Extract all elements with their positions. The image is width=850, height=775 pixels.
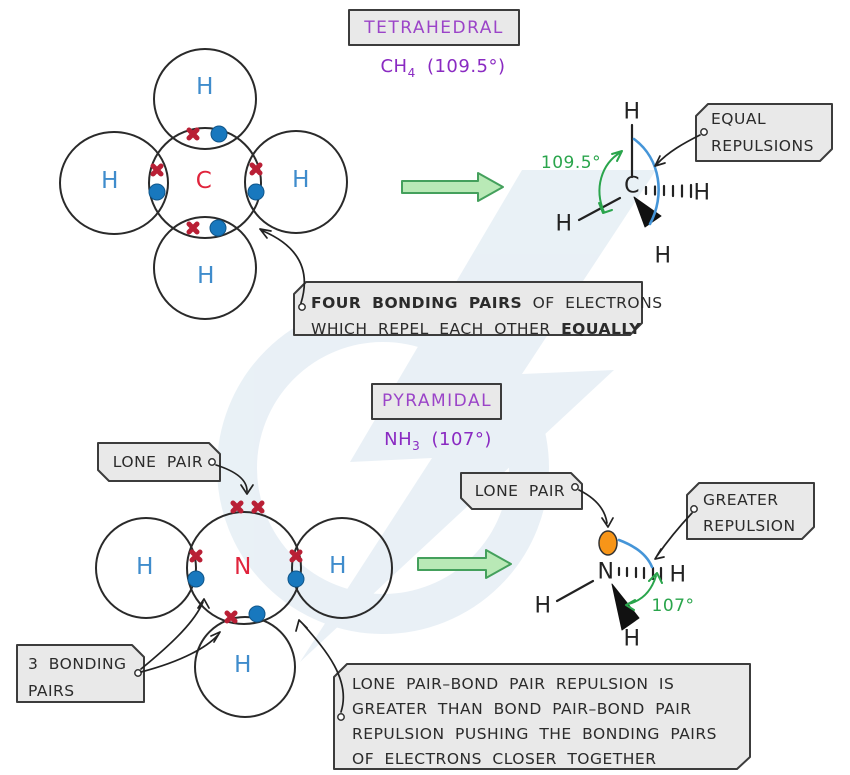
tag-hole-icon xyxy=(135,670,141,676)
greater-repulsion-label xyxy=(703,487,796,539)
electron-dot-icon xyxy=(248,184,264,200)
nh3-h-right-label: H xyxy=(329,553,347,579)
formula-subscript: 3 xyxy=(412,438,421,453)
tetrahedral-title: TETRAHEDRAL xyxy=(364,18,504,38)
nh3-bond-left xyxy=(557,581,593,601)
ch4-3d-h-bottom: H xyxy=(654,243,672,269)
electron-dot-icon xyxy=(249,606,265,622)
tag-hole-icon xyxy=(209,459,215,465)
electron-cross-icon xyxy=(252,165,260,173)
equal-repulsions-label xyxy=(711,106,814,160)
ch4-h-left-label: H xyxy=(101,168,119,194)
nh3-3d-h-right: H xyxy=(669,562,687,588)
tetrahedral-formula xyxy=(380,56,505,80)
ch4-h-top-label: H xyxy=(196,74,214,100)
greater-repulsion-line1: GREATER xyxy=(703,491,779,509)
four-bonding-pairs-note xyxy=(311,290,663,342)
electron-dot-icon xyxy=(210,220,226,236)
lone-pair-label-right: LONE PAIR xyxy=(474,482,566,500)
lone-pair-label-left: LONE PAIR xyxy=(112,453,204,471)
nh3-h-bottom-label: H xyxy=(234,652,252,678)
ch4-h-right-label: H xyxy=(292,167,310,193)
electron-dot-icon xyxy=(188,571,204,587)
electron-dot-icon xyxy=(149,184,165,200)
greater-repulsion-line2: REPULSION xyxy=(703,517,796,535)
tag-hole-icon xyxy=(572,484,578,490)
formula-angle: (107°) xyxy=(431,429,492,451)
ch4-c-label: C xyxy=(195,168,213,194)
electron-dot-icon xyxy=(211,126,227,142)
tag-hole-icon xyxy=(338,714,344,720)
four-bonding-line1 xyxy=(311,290,663,316)
formula-subscript: 4 xyxy=(407,65,416,80)
electron-cross-icon xyxy=(192,552,200,560)
electron-cross-icon xyxy=(189,130,197,138)
repulsion-note-line1: LONE PAIR–BOND PAIR REPULSION IS xyxy=(352,675,675,693)
lone-pair-cross-icon xyxy=(233,503,241,511)
four-bonding-line2 xyxy=(311,316,663,342)
tag-hole-icon xyxy=(691,506,697,512)
pyramidal-formula xyxy=(384,429,492,453)
formula-symbol: CH xyxy=(380,56,408,78)
note-bold-text: FOUR BONDING PAIRS xyxy=(311,294,523,312)
repulsion-note-line3: REPULSION PUSHING THE BONDING PAIRS xyxy=(352,725,717,743)
ch4-angle-value: 109.5° xyxy=(540,153,602,173)
equal-repulsions-line1: EQUAL xyxy=(711,110,767,128)
equal-repulsions-line2: REPULSIONS xyxy=(711,137,814,155)
note-bold-text: EQUALLY xyxy=(561,320,642,338)
nh3-n-label: N xyxy=(234,554,252,580)
electron-cross-icon xyxy=(189,224,197,232)
note-plain-text: OF ELECTRONS xyxy=(532,294,663,312)
nh3-repulsion-bracket xyxy=(619,540,652,567)
bonding-pairs-label xyxy=(28,651,127,705)
formula-angle: (109.5°) xyxy=(426,56,506,78)
ch4-3d-h-left: H xyxy=(555,211,573,237)
formula-symbol: NH xyxy=(384,429,413,451)
bonding-pairs-line2: PAIRS xyxy=(28,682,75,700)
ch4-h-bottom-label: H xyxy=(197,263,215,289)
nh3-angle-value: 107° xyxy=(651,596,695,616)
bonding-pairs-arrow-2 xyxy=(141,632,220,672)
electron-cross-icon xyxy=(292,552,300,560)
nh3-3d-n: N xyxy=(597,559,615,585)
pyramidal-title: PYRAMIDAL xyxy=(381,391,493,411)
ch4-3d-c: C xyxy=(624,173,640,199)
ch4-hashed-wedge-bond xyxy=(646,185,691,197)
repulsion-note-line2: GREATER THAN BOND PAIR–BOND PAIR xyxy=(352,700,692,718)
nh3-3d-h-left: H xyxy=(534,593,552,619)
bonding-pairs-line1: 3 BONDING xyxy=(28,655,127,673)
repulsion-note-line4: OF ELECTRONS CLOSER TOGETHER xyxy=(352,750,657,768)
nh3-solid-wedge-bond xyxy=(612,584,639,630)
electron-cross-icon xyxy=(227,613,235,621)
note-plain-text: WHICH REPEL EACH OTHER xyxy=(311,320,551,338)
repulsion-note-text xyxy=(352,672,717,772)
equal-repulsions-arrow xyxy=(655,135,700,166)
lone-pair-orange-dot xyxy=(599,531,617,555)
electron-dot-icon xyxy=(288,571,304,587)
lone-pair-right-arrow xyxy=(579,490,613,527)
ch4-3d-h-right: H xyxy=(693,180,711,206)
electron-cross-icon xyxy=(153,166,161,174)
tag-hole-icon xyxy=(299,304,305,310)
tag-hole-icon xyxy=(701,129,707,135)
ch4-3d-h-top: H xyxy=(623,99,641,125)
nh3-3d-h-bottom: H xyxy=(623,626,641,652)
lone-pair-cross-icon xyxy=(254,503,262,511)
nh3-h-left-label: H xyxy=(136,554,154,580)
transform-arrow-top xyxy=(402,173,503,201)
